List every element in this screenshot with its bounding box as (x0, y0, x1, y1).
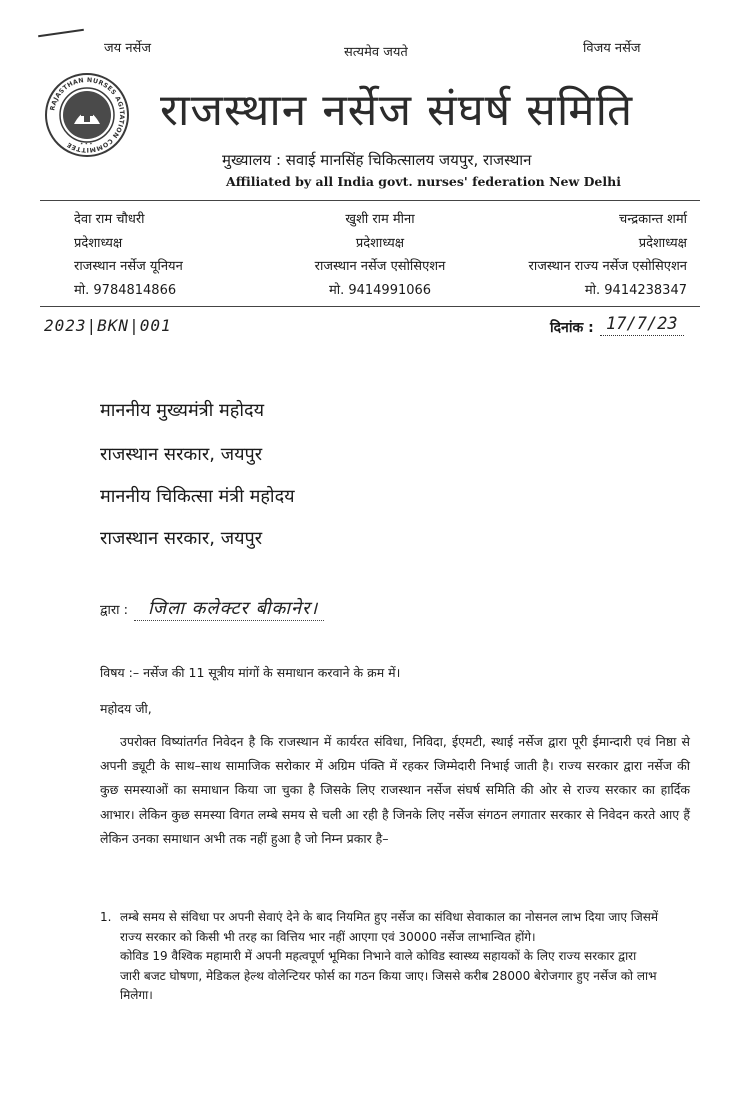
salutation: महोदय जी, (100, 701, 152, 716)
officer-phone: मो. 9784814866 (74, 282, 177, 298)
slogan-left: जय नर्सेज (104, 41, 151, 56)
slogan-right: विजय नर्सेज (583, 41, 641, 56)
svg-text:✶ ✶ ✶: ✶ ✶ ✶ (80, 141, 93, 146)
demand-text: कोविड 19 वैश्विक महामारी में अपनी महत्वपूर्ण भूमिका निभाने वाले कोविड स्वास्थ्य सहायकों के लिए राज्य सरकार द्वारा जारी बजट घोषणा, मेडिकल हेल्थ वोलेन्टियर फोर्स का गठन किया जाए। जिससे करीब 28000 बेरोजगार हुए नर्सेज को लाभ मिलेगा। (120, 949, 657, 1002)
officer-organization: राजस्थान नर्सेज यूनियन (74, 259, 183, 274)
svg-text:RAJASTHAN NURSES AGITATION COM: RAJASTHAN NURSES AGITATION COMMITTEE (49, 76, 126, 154)
addressee-line: राजस्थान सरकार, जयपुर (100, 528, 263, 549)
officer-name: चन्द्रकान्त शर्मा (618, 212, 687, 227)
affiliation-line: Affiliated by all India govt. nurses' federation New Delhi (226, 174, 621, 189)
officer-phone: मो. 9414238347 (584, 282, 687, 298)
demand-number: 1. (100, 910, 112, 924)
officer-organization: राजस्थान राज्य नर्सेज एसोसिएशन (528, 259, 687, 274)
organization-title: राजस्थान नर्सेज संघर्ष समिति (160, 85, 634, 136)
officer-name: खुशी राम मीना (345, 212, 415, 227)
officer-phone: मो. 9414991066 (328, 282, 432, 298)
organization-seal-icon (44, 72, 130, 158)
body-paragraph: उपरोक्त विष्यांतर्गत निवेदन है कि राजस्थान में कार्यरत संविधा, निविदा, ईएमटी, स्थाई नर्सेज द्वारा पूरी ईमान्दारी एवं निष्ठा से अपनी ड्यूटी के साथ–साथ सामाजिक सरोकार में अग्रिम पंक्ति में रहकर जिम्मेदारी निभाई जाती है। राज्य सरकार द्वारा नर्सेज की कुछ समस्याओं का समाधान किया जा चुका है जिसके लिए राजस्थान नर्सेज संघर्ष समिति की ओर से राज्य सरकार का हार्दिक आभार। लेकिन कुछ समस्या विगत लम्बे समय से चली आ रही है जिनके लिए नर्सेज संगठन लगातार सरकार से निवेदन करते आए हैं लेकिन उनका समाधान अभी तक नहीं हुआ है जो निम्न प्रकार है– (100, 734, 690, 846)
demand-text: लम्बे समय से संविधा पर अपनी सेवाएं देने के बाद नियमित हुए नर्सेज का संविधा सेवाकाल का नोसनल लाभ दिया जाए जिसमें राज्य सरकार को किसी भी तरह का वित्तिय भार नहीं आएगा एवं 30000 नर्सेज लाभान्वित होंगे। (120, 910, 659, 944)
date-value: 17/7/23 (600, 314, 684, 336)
officer-block-center (296, 208, 464, 302)
pen-mark (38, 29, 84, 37)
officer-block-left (74, 208, 183, 302)
via-label: द्वारा : (100, 603, 129, 618)
addressee-line: माननीय मुख्यमंत्री महोदय (100, 400, 265, 421)
subject-line: विषय :– नर्सेज की 11 सूत्रीय मांगों के समाधान करवाने के क्रम में। (100, 665, 401, 680)
date-label: दिनांक : (550, 320, 594, 336)
reference-number: 2023|BKN|001 (44, 316, 172, 335)
officer-organization: राजस्थान नर्सेज एसोसिएशन (314, 259, 446, 274)
header-divider (40, 200, 700, 201)
addressee-line: राजस्थान सरकार, जयपुर (100, 444, 263, 465)
officer-post: प्रदेशाध्यक्ष (74, 235, 123, 251)
via-value-handwritten: जिला कलेक्टर बीकानेर। (134, 596, 324, 621)
slogan-center: सत्यमेव जयते (344, 45, 408, 60)
officer-name: देवा राम चौधरी (74, 212, 145, 227)
officer-block-right (529, 208, 687, 302)
headquarters-address: मुख्यालय : सवाई मानसिंह चिकित्सालय जयपुर, राजस्थान (222, 151, 532, 169)
officers-divider (40, 306, 700, 307)
demand-item-1 (100, 908, 660, 1006)
officer-post: प्रदेशाध्यक्ष (638, 235, 687, 251)
officer-post: प्रदेशाध्यक्ष (355, 235, 405, 251)
addressee-line: माननीय चिकित्सा मंत्री महोदय (100, 486, 295, 507)
